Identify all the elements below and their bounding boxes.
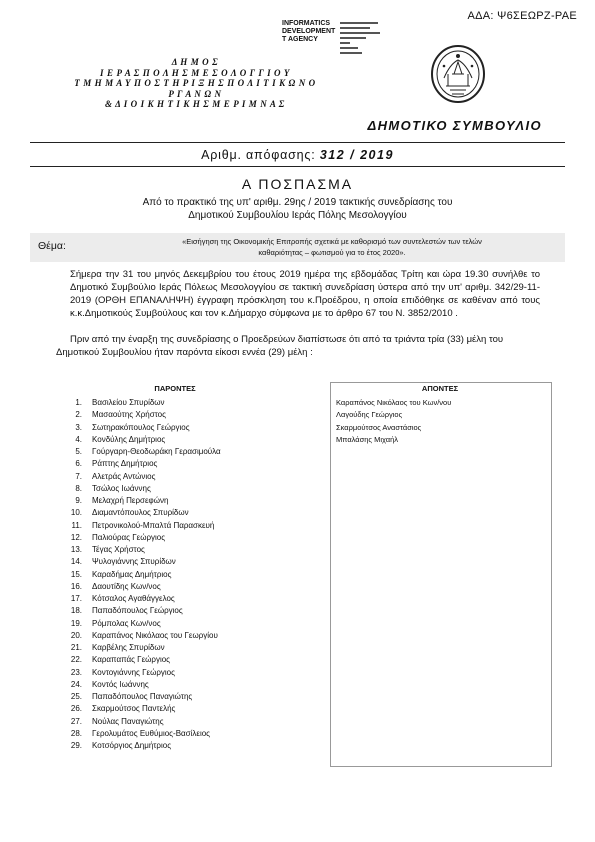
list-item-number: 27. — [70, 716, 82, 726]
list-item-number: 28. — [70, 728, 82, 738]
present-member-name: Μελαχρή Περσεφώνη — [92, 496, 169, 505]
list-item — [58, 618, 288, 630]
list-item — [58, 556, 288, 568]
municipal-seal-icon — [430, 44, 486, 104]
quorum-paragraph: Πριν από την έναρξη της συνεδρίασης ο Προεδρεύων διαπίστωσε ότι από τα τριάντα τρία (33) μέλη του Δημοτικού Συμβουλίου ήταν παρόντα είκοσι εννέα (29) μέλη : — [56, 334, 504, 358]
present-member-name: Γερολυμάτος Ευθύμιος-Βασίλειος — [92, 728, 211, 738]
present-member-name: Κοντός Ιωάννης — [92, 679, 149, 689]
absent-member-name: Λαγούδης Γεώργιος — [336, 410, 403, 420]
list-item — [58, 422, 288, 434]
decision-label: Αριθμ. απόφασης: — [201, 148, 316, 162]
list-item-number: 14. — [70, 557, 82, 567]
present-member-name: Παπαδόπουλος Γεώργιος — [92, 606, 183, 616]
absent-member-name: Σκαρμούτσος Αναστάσιος — [336, 422, 422, 432]
list-item — [58, 532, 288, 544]
list-item — [58, 483, 288, 495]
list-item — [58, 581, 288, 593]
absent-members-list — [336, 397, 546, 446]
present-member-name: Σκαρμούτσος Παντελής — [92, 704, 176, 714]
list-item-number: 20. — [70, 630, 82, 640]
list-item-number: 7. — [75, 471, 82, 481]
list-item — [58, 716, 288, 728]
list-item-number: 10. — [70, 508, 82, 518]
list-item — [58, 446, 288, 458]
present-member-name: Κοντογιάννης Γεώργιος — [92, 667, 175, 677]
present-member-name: Γούργαρη-Θεοδωράκη Γερασιμούλα — [92, 447, 221, 456]
present-member-name: Καραπαπάς Γεώργιος — [92, 655, 171, 665]
list-item — [58, 630, 288, 642]
list-item — [58, 495, 288, 507]
list-item-number: 3. — [75, 422, 82, 432]
present-member-name: Παπαδόπουλος Παναγιώτης — [92, 692, 193, 701]
present-member-name: Διαμαντόπουλος Σπυρίδων — [92, 508, 189, 518]
list-item — [58, 434, 288, 446]
list-item-number: 25. — [70, 692, 82, 701]
list-item — [58, 593, 288, 605]
list-item — [58, 409, 288, 421]
list-item — [58, 507, 288, 519]
list-item — [58, 667, 288, 679]
present-members-list — [58, 397, 288, 752]
present-member-name: Σωτηρακόπουλος Γεώργιος — [92, 422, 190, 432]
list-item-number: 18. — [70, 606, 82, 616]
present-member-name: Δαουτίδης Κων/νος — [92, 581, 161, 591]
minutes-reference — [30, 196, 565, 222]
muni-line-2: Ι Ε Ρ Α Σ Π Ο Λ Η Σ Μ Ε Σ Ο Λ Ο Γ Γ Ι Ο Υ — [100, 67, 290, 78]
list-item-number: 12. — [70, 532, 82, 542]
list-item — [58, 605, 288, 617]
reference-line-1: Από το πρακτικό της υπ' αριθμ. 29ης / 2019 τακτικής συνεδρίασης του — [142, 197, 453, 208]
municipality-header — [70, 57, 320, 110]
list-item-number: 5. — [75, 447, 82, 456]
list-item-number: 29. — [70, 741, 82, 750]
list-item — [58, 458, 288, 470]
list-item — [58, 397, 288, 409]
list-item — [58, 520, 288, 532]
it-line-3: T AGENCY — [282, 36, 318, 43]
meeting-paragraph: Σήμερα την 31 του μηνός Δεκεμβρίου του έτους 2019 ημέρα της εβδομάδας Τρίτη και ώρα 19.30 συνήλθε το Δημοτικό Συμβούλιο Ιεράς Πόλεως Μεσολογγίου σε τακτική συνεδρίαση ύστερα από την υπ' αριθμ. 342/29-11-2019 (ΟΡΘΗ ΕΠΑΝΑΛΗΨΗ) έγγραφη πρόσκληση του κ.Προέδρου, η οποία επιδόθηκε σε καθέναν από τους κ.κ.Δημοτικούς Συμβούλους και τον κ.Δήμαρχο σύμφωνα με το άρθρο 67 του Ν. 3852/2010 . — [70, 269, 540, 319]
decision-number-line — [30, 148, 565, 162]
muni-line-1: Δ Η Μ Ο Σ — [171, 57, 219, 67]
list-item-number: 11. — [71, 520, 82, 530]
list-item — [58, 703, 288, 715]
list-item-number: 21. — [70, 643, 82, 652]
list-item-number: 6. — [75, 459, 82, 469]
present-member-name: Ψυλογιάννης Σπυρίδων — [92, 557, 176, 567]
list-item — [58, 740, 288, 752]
present-member-name: Τέγας Χρήστος — [92, 545, 145, 554]
list-item-number: 8. — [75, 483, 82, 493]
present-member-name: Νούλας Παναγιώτης — [92, 716, 164, 726]
list-item-number: 23. — [70, 667, 82, 677]
decision-number: 312 / 2019 — [319, 148, 394, 162]
subject-line-1: «Εισήγηση της Οικονομικής Επιτροπής σχετικά με καθορισμό των συντελεστών των τελών — [182, 237, 482, 246]
list-item-number: 4. — [75, 434, 82, 444]
subject-text — [112, 236, 552, 258]
informatics-agency-label — [282, 20, 335, 44]
present-member-name: Καρβέλης Σπυρίδων — [92, 643, 165, 652]
present-member-name: Πετρονικολού-Μπαλτά Παρασκευή — [92, 520, 215, 530]
present-member-name: Κότσαλος Αγαθάγγελος — [92, 594, 175, 603]
list-item — [58, 569, 288, 581]
bottom-divider — [30, 166, 565, 167]
it-line-1: INFORMATICS — [282, 20, 331, 27]
list-item-number: 19. — [70, 618, 82, 628]
reference-line-2: Δημοτικού Συμβουλίου Ιεράς Πόλης Μεσολογγίου — [188, 210, 407, 221]
list-item — [58, 471, 288, 483]
list-item — [58, 654, 288, 666]
digital-signature-stamp — [340, 21, 390, 57]
list-item — [58, 544, 288, 556]
present-header: ΠΑΡΟΝΤΕΣ — [154, 384, 196, 393]
present-member-name: Καραπάνος Νικόλαος του Γεωργίου — [92, 630, 218, 640]
list-item-number: 17. — [70, 594, 82, 603]
list-item — [58, 691, 288, 703]
present-member-name: Τσώλος Ιωάννης — [92, 483, 151, 493]
muni-line-3: Τ Μ Η Μ Α Υ Π Ο Σ Τ Η Ρ Ι Ξ Η Σ Π Ο Λ Ι Τ Ι Κ Ω Ν Ο Ρ Γ Α Ν Ω Ν — [74, 78, 316, 99]
list-item — [58, 642, 288, 654]
list-item-number: 15. — [70, 569, 82, 579]
present-member-name: Αλετράς Αντώνιος — [92, 471, 156, 481]
present-member-name: Βασιλείου Σπυρίδων — [92, 398, 165, 407]
list-item-number: 13. — [70, 545, 82, 554]
present-member-name: Καραδήμας Δημήτριος — [92, 569, 172, 579]
present-member-name: Μασαούτης Χρήστος — [92, 410, 166, 420]
list-item-number: 22. — [70, 655, 82, 665]
absent-header: ΑΠΟΝΤΕΣ — [421, 384, 459, 393]
list-item-number: 24. — [70, 679, 82, 689]
list-item — [58, 728, 288, 740]
list-item-number: 26. — [70, 704, 82, 714]
list-item — [58, 679, 288, 691]
present-member-name: Κονδύλης Δημήτριος — [92, 434, 166, 444]
subject-line-2: καθαριότητας – φωτισμού για το έτος 2020». — [258, 248, 406, 257]
top-divider — [30, 142, 565, 143]
subject-label: Θέμα: — [38, 240, 66, 252]
muni-line-4: & Δ Ι Ο Ι Κ Η Τ Ι Κ Η Σ Μ Ε Ρ Ι Μ Ν Α Σ — [105, 99, 285, 109]
list-item-number: 2. — [75, 410, 82, 420]
list-item-number: 16. — [70, 581, 82, 591]
list-item-number: 9. — [75, 496, 82, 505]
list-item-number: 1. — [75, 398, 82, 407]
present-member-name: Παλιούρας Γεώργιος — [92, 532, 166, 542]
ada-code: ΑΔΑ: Ψ6ΣΕΩΡΖ-ΡΑΕ — [467, 10, 577, 22]
present-member-name: Ράπτης Δημήτριος — [92, 459, 158, 469]
present-member-name: Ρόμπολας Κων/νος — [92, 618, 161, 628]
it-line-2: DEVELOPMENT — [282, 28, 336, 35]
document-title: Α ΠΟΣΠΑΣΜΑ — [241, 176, 354, 192]
present-member-name: Κοτσόργιος Δημήτριος — [92, 741, 172, 750]
council-title: ΔΗΜΟΤΙΚΟ ΣΥΜΒΟΥΛΙΟ — [367, 118, 542, 133]
absent-member-name: Καραπάνος Νικόλαος του Κων/νου — [336, 398, 452, 407]
absent-member-name: Μπαλάσης Μιχαήλ — [336, 434, 399, 444]
